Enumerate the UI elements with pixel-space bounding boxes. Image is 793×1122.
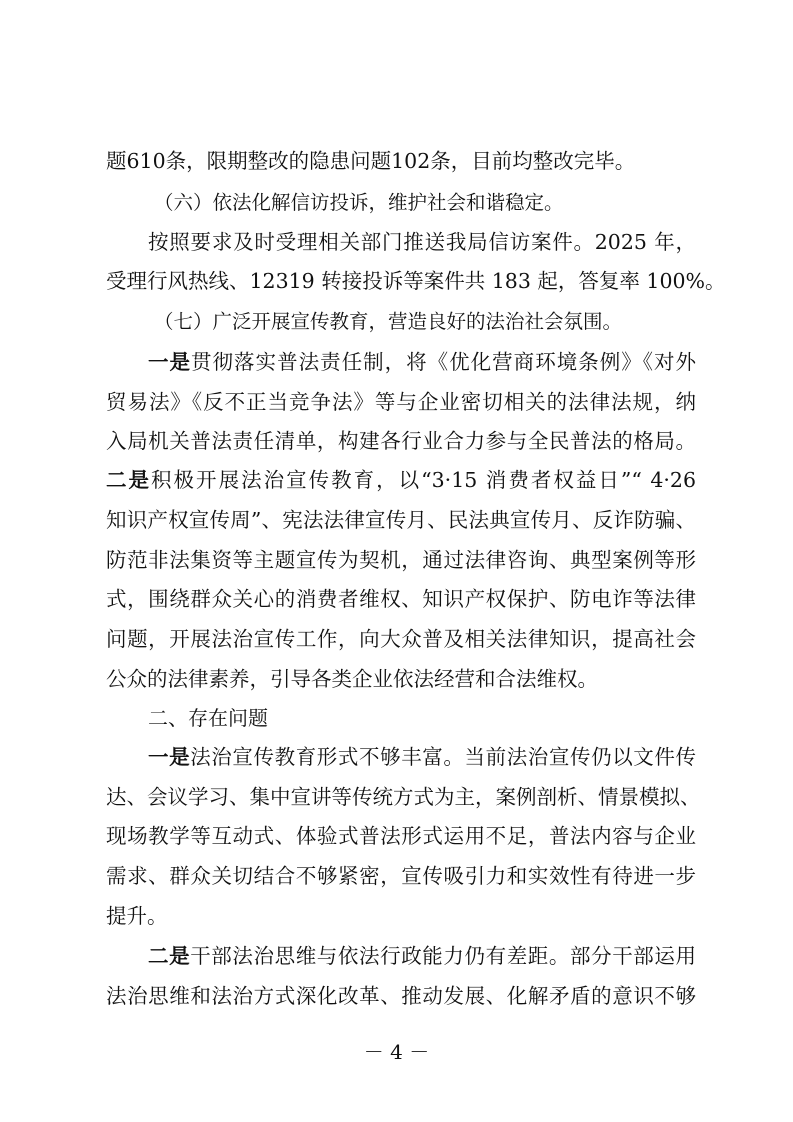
- page-number: － 4 －: [363, 1040, 430, 1064]
- paragraph-line: 达、会议学习、集中宣讲等传统方式为主，案例剖析、情景模拟、: [106, 785, 701, 809]
- paragraph-lead: 一是: [148, 745, 191, 769]
- paragraph-lead: 二是: [148, 944, 191, 968]
- subsection-heading-7: （七）广泛开展宣传教育，营造良好的法治社会氛围。: [154, 310, 623, 333]
- paragraph-line: [148, 342, 696, 382]
- subsection-heading-6: （六）依法化解信访投诉，维护社会和谐稳定。: [154, 191, 564, 214]
- paragraph-line: 入局机关普法责任清单，构建各行业合力参与全民普法的格局。: [106, 429, 696, 453]
- paragraph-lead: 一是: [148, 350, 192, 374]
- paragraph-line: 现场教学等互动式、体验式普法形式运用不足，普法内容与企业: [106, 824, 696, 848]
- paragraph-line: 题610条，限期整改的隐患问题102条，目前均整改完毕。: [106, 149, 636, 173]
- paragraph-line: 按照要求及时受理相关部门推送我局信访案件。2025 年，: [148, 230, 696, 254]
- paragraph-line: 法治思维和法治方式深化改革、推动发展、化解矛盾的意识不够: [106, 984, 696, 1008]
- paragraph-line: 需求、群众关切结合不够紧密，宣传吸引力和实效性有待进一步: [106, 864, 696, 888]
- paragraph-line: 公众的法律素养，引导各类企业依法经营和合法维权。: [106, 667, 598, 691]
- paragraph-line-text: 贯彻落实普法责任制，将《优化营商环境条例》《对外: [191, 350, 697, 374]
- paragraph-line: 问题，开展法治宣传工作，向大众普及相关法律知识，提高社会: [106, 627, 696, 651]
- paragraph-line-text: 法治宣传教育形式不够丰富。当前法治宣传仍以文件传: [190, 745, 697, 769]
- paragraph-line: 提升。: [106, 904, 168, 928]
- paragraph-line: 式，围绕群众关心的消费者维权、知识产权保护、防电诈等法律: [106, 587, 696, 611]
- paragraph-line-text: 积极开展法治宣传教育，以“3·15 消费者权益日”“ 4·26: [151, 468, 697, 492]
- paragraph-line: [106, 460, 696, 500]
- paragraph-lead: 二是: [106, 468, 152, 492]
- paragraph-line: 防范非法集资等主题宣传为契机，通过法律咨询、典型案例等形: [106, 548, 696, 572]
- paragraph-line: [148, 737, 696, 777]
- section-heading: 二、存在问题: [148, 706, 268, 730]
- paragraph-line: [148, 936, 696, 976]
- paragraph-line: 贸易法》《反不正当竞争法》等与企业密切相关的法律法规，纳: [106, 390, 696, 414]
- paragraph-line-text: 干部法治思维与依法行政能力仍有差距。部分干部运用: [190, 944, 697, 968]
- paragraph-line: 受理行风热线、12319 转接投诉等案件共 183 起，答复率 100%。: [106, 269, 726, 293]
- paragraph-line: 知识产权宣传周”、宪法法律宣传月、民法典宣传月、反诈防骗、: [106, 508, 696, 532]
